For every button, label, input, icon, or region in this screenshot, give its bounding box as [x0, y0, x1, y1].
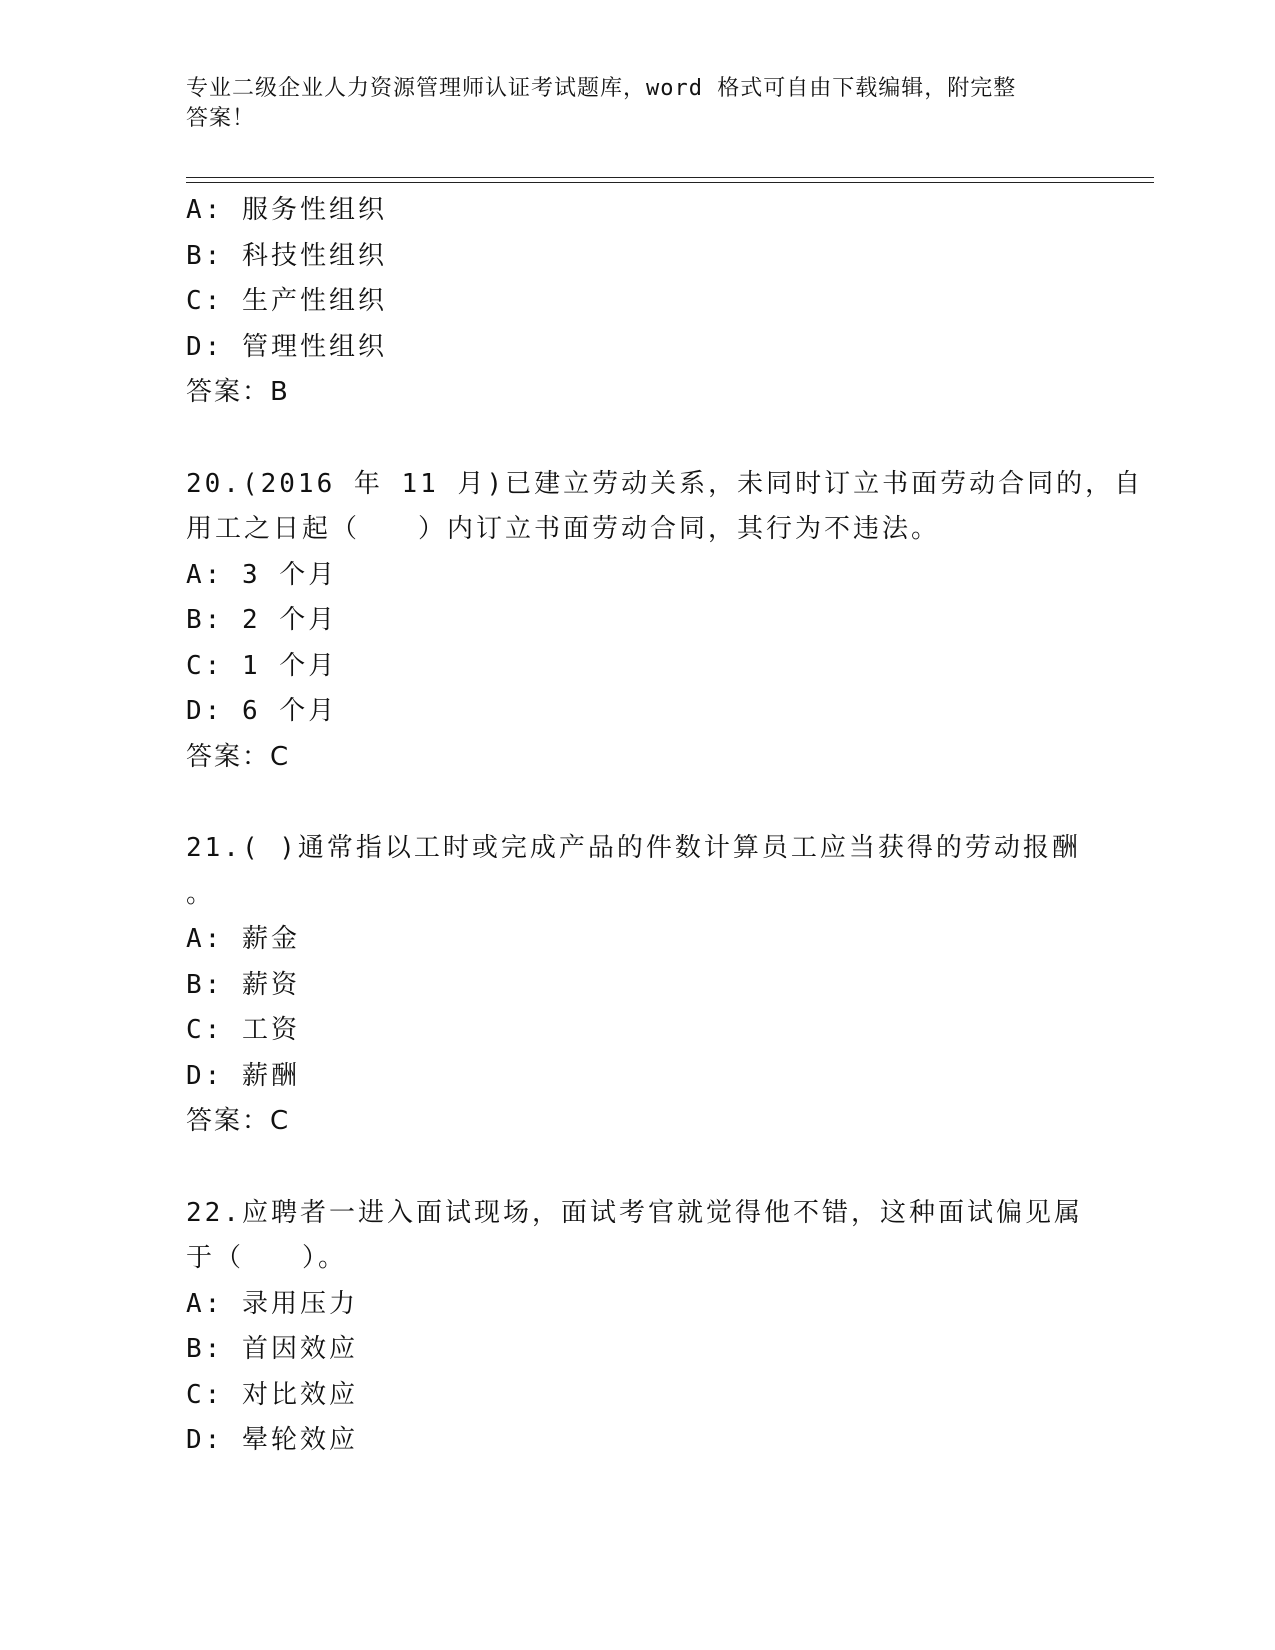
answer-line: 答案：C	[186, 741, 291, 772]
question-20	[186, 462, 1144, 781]
option-d: D: 管理性组织	[186, 331, 387, 362]
option-d: D: 6 个月	[186, 696, 338, 726]
question-text-line-2: 用工之日起（ ）内订立书面劳动合同，其行为不违法。	[186, 514, 941, 544]
spacer	[186, 416, 1086, 462]
option-d: D: 薪酬	[186, 1060, 300, 1091]
option-b: B: 科技性组织	[186, 240, 387, 271]
option-a: A: 薪金	[186, 924, 300, 954]
question-list	[186, 188, 1144, 1464]
question-text-line-2: 。	[186, 878, 216, 909]
question-22	[186, 1191, 1086, 1464]
option-c: C: 1 个月	[186, 650, 338, 681]
question-19	[186, 188, 1086, 416]
option-a: A: 服务性组织	[186, 195, 387, 225]
option-a: A: 录用压力	[186, 1288, 358, 1319]
header-divider-bottom	[186, 182, 1154, 183]
option-c: C: 对比效应	[186, 1379, 358, 1410]
question-text-line-2: 于（ ）。	[186, 1243, 348, 1273]
option-b: B: 首因效应	[186, 1334, 358, 1364]
option-d: D: 晕轮效应	[186, 1425, 358, 1455]
question-21	[186, 826, 1086, 1145]
spacer	[186, 1145, 1086, 1191]
option-a: A: 3 个月	[186, 559, 338, 590]
question-text-line-1: 20.(2016 年 11 月)已建立劳动关系，未同时订立书面劳动合同的，自	[186, 468, 1144, 499]
header-divider-top	[186, 177, 1154, 178]
header-line-1: 专业二级企业人力资源管理师认证考试题库，word 格式可自由下载编辑，附完整	[186, 76, 1017, 101]
header-line-2: 答案！	[186, 106, 256, 131]
answer-line: 答案：B	[186, 377, 290, 407]
document-header	[186, 74, 1066, 134]
question-text-line-1: 21.( )通常指以工时或完成产品的件数计算员工应当获得的劳动报酬	[186, 833, 1081, 863]
option-b: B: 薪资	[186, 969, 300, 1000]
option-c: C: 生产性组织	[186, 286, 387, 316]
question-text-line-1: 22.应聘者一进入面试现场，面试考官就觉得他不错，这种面试偏见属	[186, 1197, 1083, 1228]
answer-line: 答案：C	[186, 1106, 291, 1136]
option-b: B: 2 个月	[186, 605, 338, 635]
option-c: C: 工资	[186, 1015, 300, 1045]
spacer	[186, 780, 1086, 826]
